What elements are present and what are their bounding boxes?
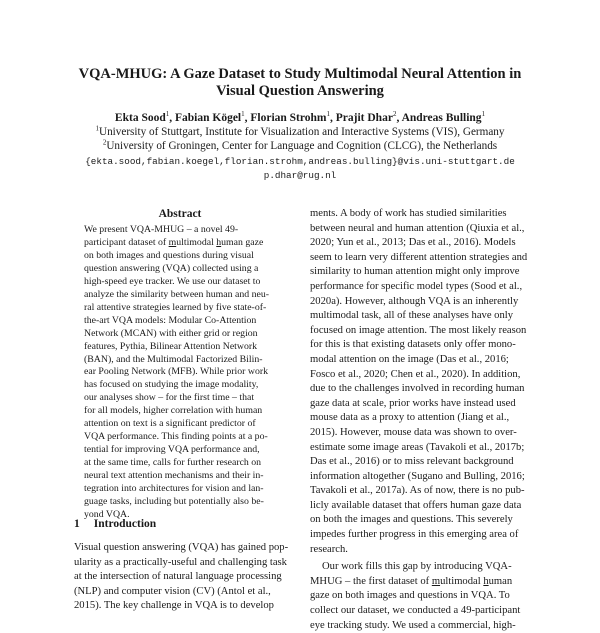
body-line: 2020; Yun et al., 2013; Das et al., 2016). Models <box>310 237 516 249</box>
abstract-line: We present VQA-MHUG – a novel 49- <box>84 224 239 235</box>
abstract-line: tential for improving VQA performance and, <box>84 444 260 456</box>
abstract-line: (BAN), and the Multimodal Factorized Bilin- <box>84 353 263 365</box>
abstract-line: at the same time, calls for further research on <box>84 457 262 469</box>
abstract-line: participant dataset of multimodal human gaze <box>84 236 264 248</box>
abstract-line: Network (MCAN) with either grid or region <box>84 327 258 339</box>
author-emails <box>20 155 580 183</box>
abstract-line: tegration into architectures for vision and lan- <box>84 483 264 495</box>
abstract-heading: Abstract <box>158 208 202 220</box>
abstract-line: neural text attention mechanisms and their in- <box>84 470 264 482</box>
abstract-line: ear Pooling Network (MFB). While prior work <box>84 366 269 378</box>
author: Andreas Bulling$^1$ <box>401 110 486 124</box>
body-line: gaze data at scale, prior works have instead used <box>310 397 516 409</box>
abstract-line: attention on text is a significant predictor of <box>84 418 256 430</box>
body-line: MHUG – the first dataset of multimodal human <box>310 575 513 587</box>
abstract-line: features, Pythia, Bilinear Attention Network <box>84 340 258 352</box>
body-line: 2020a). However, although VQA is an inherently <box>310 295 519 307</box>
body-line: collect our dataset, we conducted a 49-participant <box>310 605 521 617</box>
abstract-line: high-speed eye tracker. We use our dataset to <box>84 275 261 287</box>
body-line: for this is that existing datasets only offer mono- <box>310 339 516 351</box>
body-line: at the intersection of natural language processing <box>74 571 282 583</box>
right-column <box>310 207 532 633</box>
author: Fabian Kögel$^1$ <box>174 110 245 124</box>
abstract-line: yond VQA. <box>84 508 130 520</box>
body-line: multimodal task, all of these analyses have only <box>310 310 513 322</box>
abstract-line: question answering (VQA) collected using a <box>84 262 259 274</box>
body-line: Tavakoli et al., 2017a). As of now, there is no pub- <box>310 485 525 497</box>
body-line: (NLP) and computer vision (CV) (Antol et al., <box>74 585 271 597</box>
abstract-line: ral attentive strategies learned by five state-of- <box>84 301 267 313</box>
body-line: impedes further progress in this emerging area of <box>310 529 519 541</box>
body-line: mouse data as a proxy to attention (Jiang et al., <box>310 412 510 424</box>
abstract-line: guage tasks, including but potentially also be- <box>84 496 264 508</box>
section-title: Introduction <box>93 518 157 530</box>
body-line: eye tracking study. We used a commercial, high- <box>310 619 516 631</box>
body-line: on both the images and questions. This severely <box>310 514 513 526</box>
affiliation: $^2$University of Groningen, Center for Language and Cognition (CLCG), the Netherlands <box>102 138 498 152</box>
abstract-body <box>84 224 280 522</box>
abstract-line: for all models, higher correlation with human <box>84 405 263 417</box>
abstract-line: the-art VQA models: Modular Co-Attention <box>84 314 257 326</box>
body-line: ments. A body of work has studied similarities <box>310 208 507 219</box>
body-line: modal attention on the image (Das et al., 2016; <box>310 353 509 365</box>
title-line: VQA-MHUG: A Gaze Dataset to Study Multimodal Neural Attention in <box>78 66 522 82</box>
body-line: research. <box>310 543 348 555</box>
email-line: p.dhar@rug.nl <box>263 170 337 181</box>
section-number: 1 <box>74 518 80 530</box>
body-line: ularity as a practically-useful and challenging task <box>74 556 287 568</box>
abstract-line: analyze the similarity between human and neu- <box>84 288 269 300</box>
body-line: performance for specific model types (Sood et al., <box>310 280 523 292</box>
abstract-line: on both images and questions during visual <box>84 249 254 261</box>
affiliations <box>20 125 580 153</box>
title-line: Visual Question Answering <box>216 83 384 99</box>
body-line: Visual question answering (VQA) has gained pop- <box>74 542 289 553</box>
affiliation: $^1$University of Stuttgart, Institute for Visualization and Interactive Systems (VIS), Germany <box>95 124 505 138</box>
body-line: between neural and human attention (Qiuxia et al., <box>310 222 525 234</box>
body-line: similarity to human attention might only improve <box>310 266 520 278</box>
body-line: Das et al., 2016) or to miss relevant background <box>310 456 514 468</box>
body-line: estimate some image areas (Tavakoli et al., 2017b; <box>310 441 525 453</box>
paper-title <box>40 66 560 100</box>
section-heading-introduction <box>74 517 170 531</box>
body-line: 2015). However, mouse data was shown to over- <box>310 426 517 438</box>
body-line: information altogether (Sugano and Bulling, 2016; <box>310 470 525 482</box>
body-line: seem to learn very different attention strategies and <box>310 251 528 263</box>
body-line: 2015). The key challenge in VQA is to develop <box>74 600 274 612</box>
body-line: Our work fills this gap by introducing VQA- <box>322 561 512 573</box>
abstract-line: VQA performance. This finding points at a po- <box>84 431 268 443</box>
author: Prajit Dhar$^2$ <box>335 110 397 124</box>
author-list: Ekta Sood$^1$, Fabian Kögel$^1$, Florian Strohm$^1$, Prajit Dhar$^2$, Andreas Bulling$^1$ <box>114 110 486 124</box>
email-line: {ekta.sood,fabian.koegel,florian.strohm,andreas.bulling}@vis.uni-stuttgart.de <box>85 156 515 167</box>
body-line: gaze on both images and questions in VQA. To <box>310 590 510 602</box>
body-line: Fosco et al., 2020; Chen et al., 2020). In addition, <box>310 368 521 380</box>
author: Florian Strohm$^1$ <box>250 110 331 124</box>
abstract-line: our analyses show – for the first time – that <box>84 392 255 404</box>
body-line: focused on image attention. The most likely reason <box>310 324 527 336</box>
body-line: licly available dataset that offers human gaze data <box>310 499 522 511</box>
abstract-line: has focused on studying the image modality, <box>84 379 259 391</box>
author: Ekta Sood$^1$ <box>114 110 170 124</box>
intro-left-column <box>74 541 292 614</box>
body-line: due to the challenges involved in recording human <box>310 383 525 395</box>
